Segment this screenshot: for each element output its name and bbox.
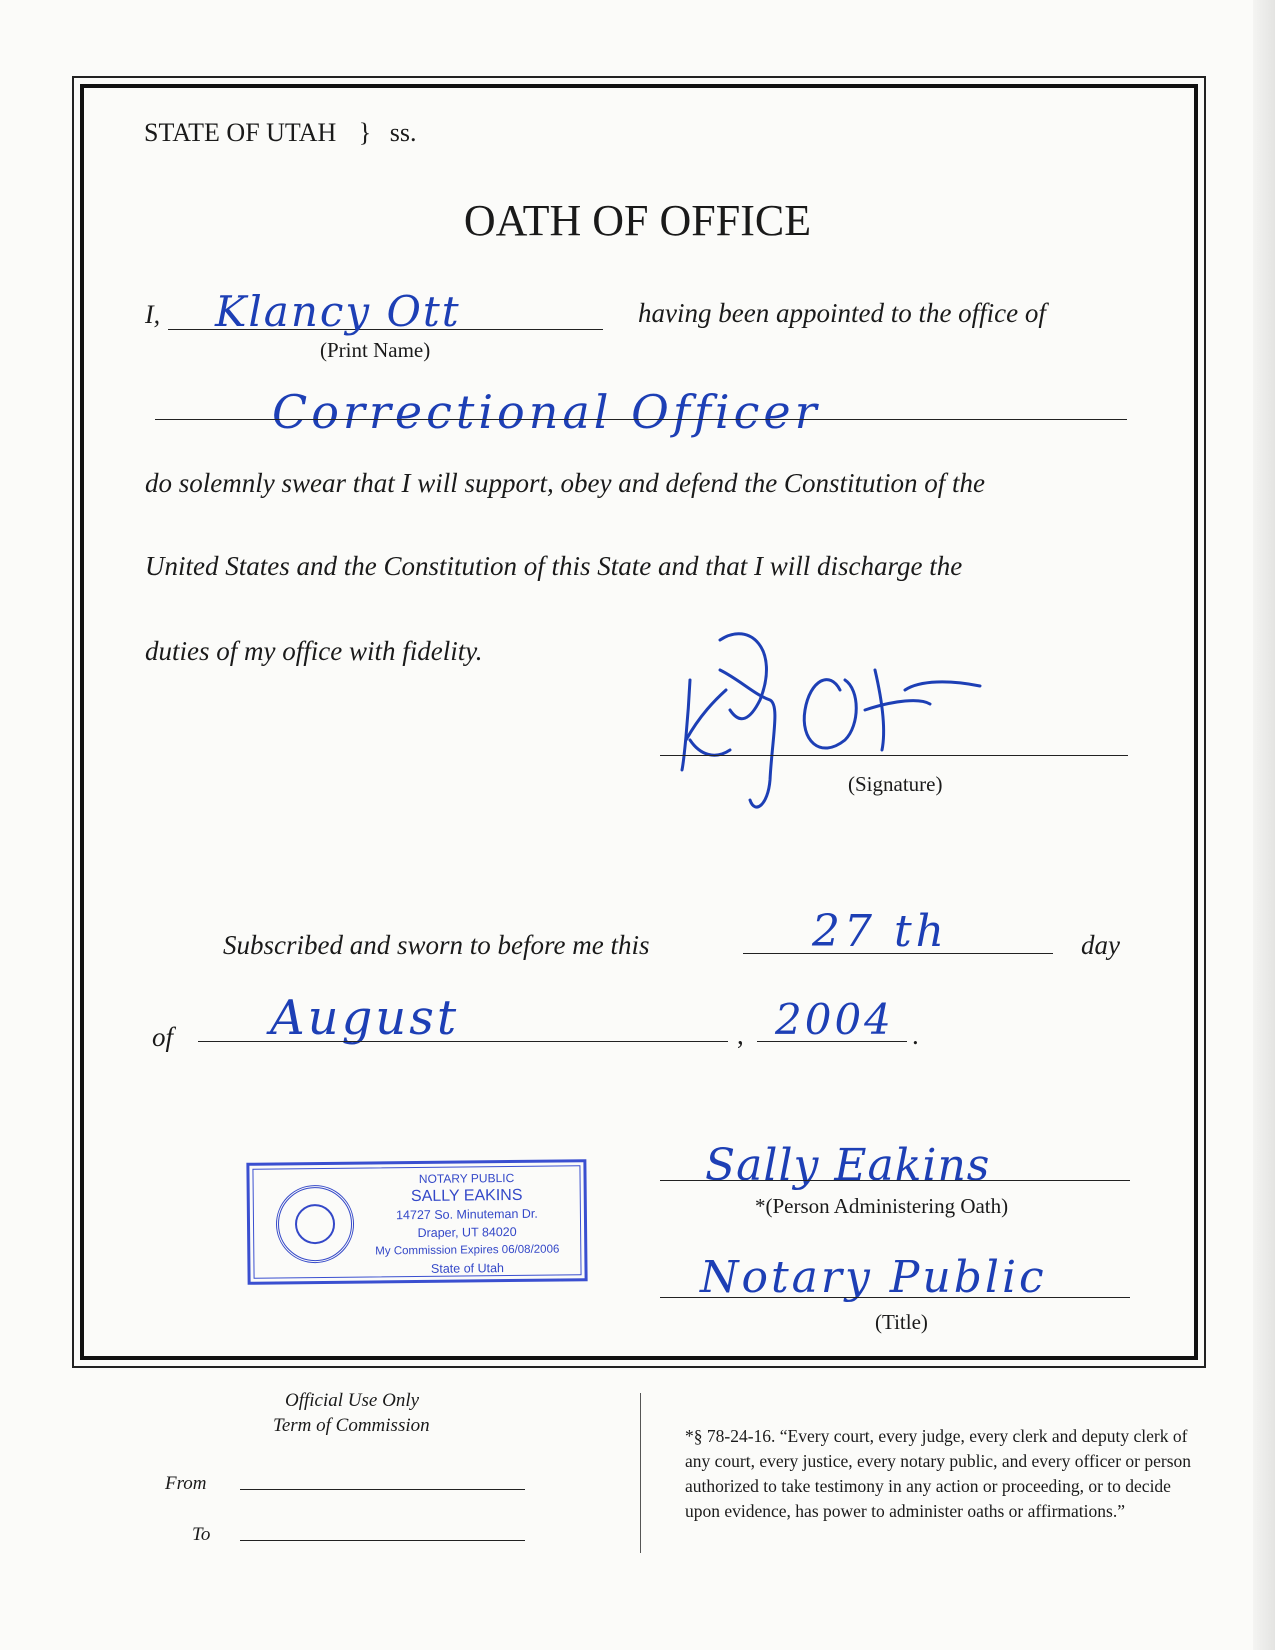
administrator-line — [660, 1180, 1130, 1181]
day-label: day — [1081, 930, 1120, 960]
appointed-text: having been appointed to the office of — [638, 298, 1046, 328]
oath-line-2: United States and the Constitution of this State and that I will discharge the — [145, 551, 963, 581]
i-prefix: I, — [145, 300, 161, 329]
name-handwritten: Klancy Ott — [215, 287, 461, 336]
stamp-line-6: State of Utah — [430, 1261, 505, 1276]
title-line — [660, 1297, 1130, 1298]
page-title: OATH OF OFFICE — [463, 196, 812, 245]
footer-divider — [640, 1393, 641, 1553]
from-label: From — [165, 1473, 207, 1494]
stamp-line-5: My Commission Expires 06/08/2006 — [375, 1243, 560, 1258]
signature-line — [660, 755, 1128, 756]
term-label: Term of Commission — [273, 1415, 430, 1436]
seal-core — [295, 1204, 335, 1244]
oath-line-3: duties of my office with fidelity. — [145, 636, 483, 666]
stamp-line-3: 14727 So. Minuteman Dr. — [395, 1206, 538, 1223]
year-line — [757, 1041, 907, 1042]
of-label: of — [152, 1022, 174, 1052]
office-line — [155, 419, 1127, 420]
subscribed-text: Subscribed and sworn to before me this — [223, 930, 650, 960]
administrator-label: *(Person Administering Oath) — [755, 1194, 1009, 1218]
from-line — [240, 1489, 525, 1490]
print-name-label: (Print Name) — [320, 338, 431, 362]
stamp-line-1: NOTARY PUBLIC — [418, 1170, 515, 1186]
state-heading — [144, 118, 417, 148]
stamp-line-2: SALLY EAKINS — [410, 1186, 523, 1206]
oath-line-1: do solemnly swear that I will support, obey and defend the Constitution of the — [145, 468, 985, 498]
stamp-text — [357, 1168, 576, 1278]
stamp-line-4: Draper, UT 84020 — [417, 1224, 517, 1240]
ss-label: ss. — [389, 118, 417, 147]
state-seal — [276, 1185, 355, 1264]
month-line — [198, 1041, 728, 1042]
statute-text: *§ 78-24-16. “Every court, every judge, every clerk and deputy clerk of any court, every justice, every notary public, and every officer or person authorized to take testimony in any action or proceeding, or to decide upon evidence, has power to administer oaths or affirmations.” — [685, 1426, 1192, 1521]
office-handwritten: Correctional Officer — [272, 385, 821, 439]
page-edge — [1253, 0, 1275, 1650]
to-label: To — [192, 1524, 211, 1545]
title-handwritten: Notary Public — [700, 1252, 1047, 1303]
day-handwritten: 27 th — [812, 906, 948, 957]
brace: } — [358, 118, 372, 147]
year-period: . — [912, 1020, 919, 1050]
month-comma: , — [737, 1020, 744, 1050]
year-handwritten: 2004 — [775, 995, 894, 1044]
signature-label: (Signature) — [848, 772, 943, 796]
official-use-label: Official Use Only — [285, 1390, 420, 1411]
month-handwritten: August — [270, 990, 460, 1046]
day-line — [743, 953, 1053, 954]
state-name: STATE OF UTAH — [144, 118, 337, 147]
notary-stamp — [246, 1159, 587, 1285]
administrator-signature: Sally Eakins — [705, 1140, 991, 1191]
to-line — [240, 1540, 525, 1541]
title-label: (Title) — [875, 1310, 928, 1334]
